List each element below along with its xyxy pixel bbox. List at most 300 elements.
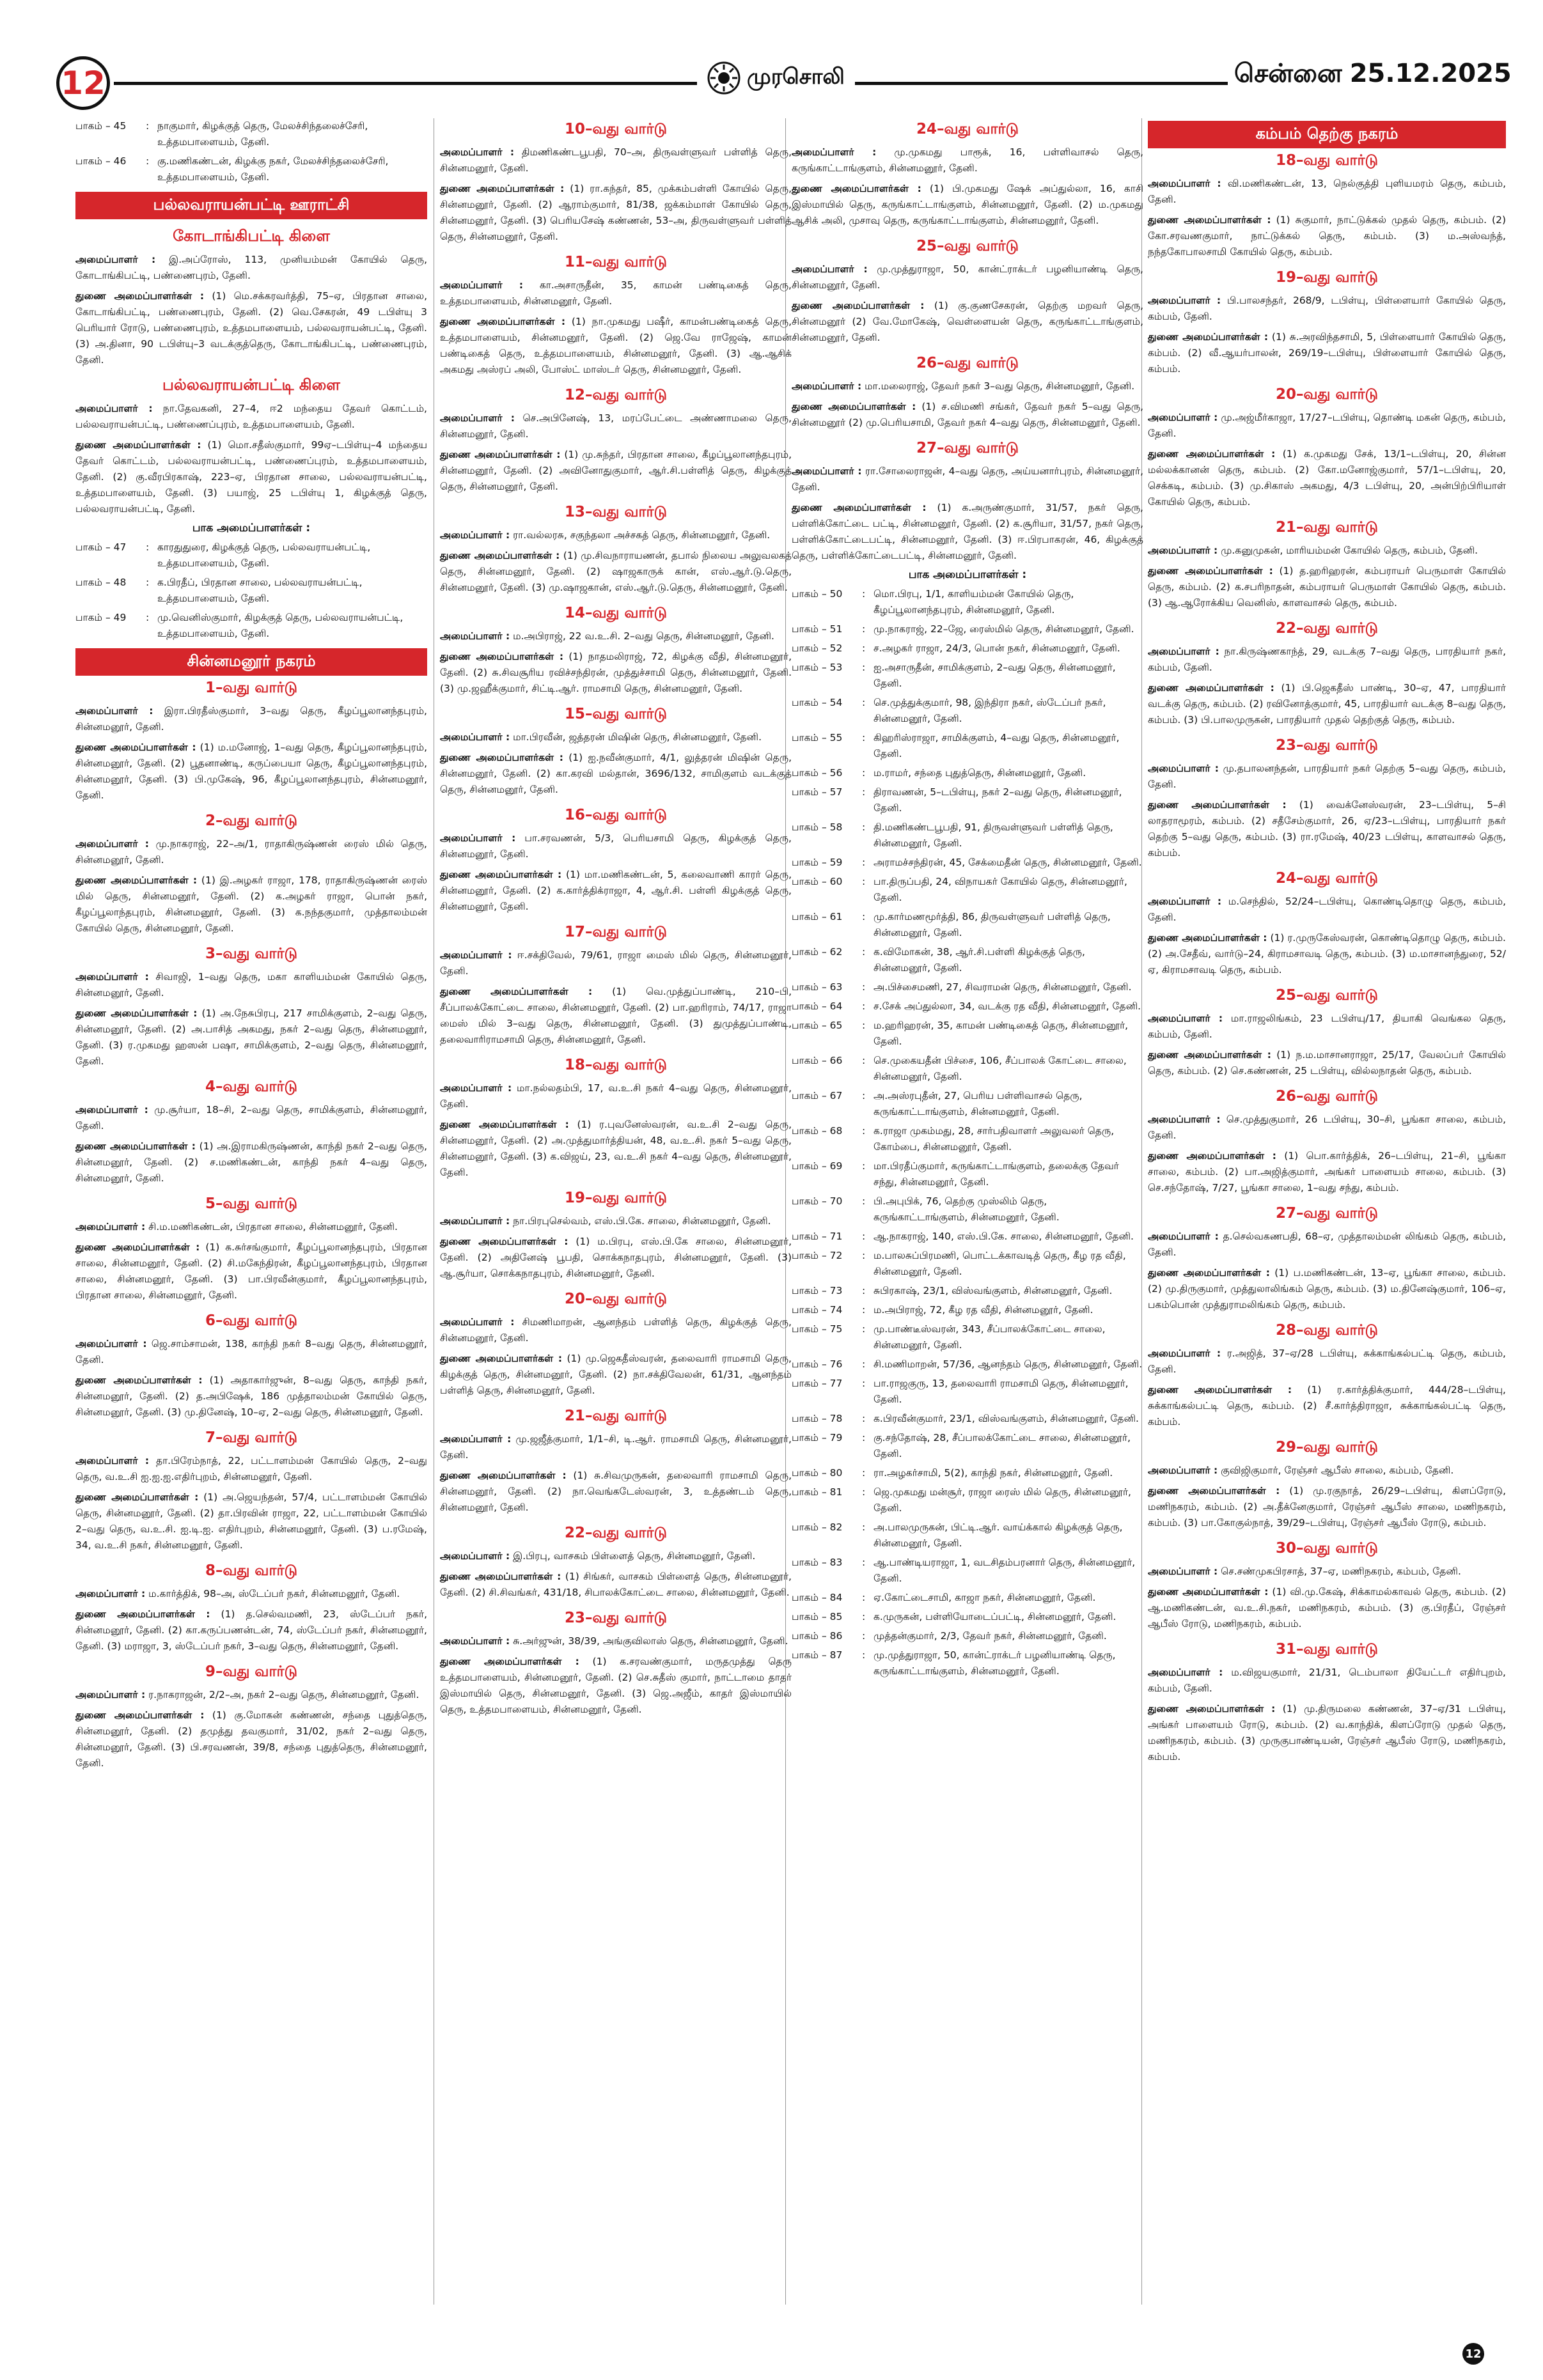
part-organiser: மொ.பிரபு, 1/1, காளியம்மன் கோயில் தெரு, கீழப்பூலானந்தபுரம், சின்னமனூர், தேனி. — [873, 588, 1074, 616]
part-organiser: மு.முத்துராஜா, 50, கான்ட்ராக்டர் பழனியாண்டி தெரு, கருங்காட்டாங்குளம், சின்னமனூர், தேனி. — [873, 1649, 1116, 1677]
part-number: பாகம் – 85 — [792, 1611, 843, 1622]
organiser-text: ம.அபிராஜ், 22 வ.உ.சி. 2–வது தெரு, சின்னமனூர், தேனி. — [513, 630, 774, 642]
deputy-label: துணை அமைப்பாளர்கள் : — [440, 752, 563, 763]
organiser-label: அமைப்பாளர் : — [792, 380, 862, 392]
deputy-entry — [1148, 1265, 1506, 1313]
part-row — [792, 1229, 1143, 1245]
ward-heading: 26–வது வார்டு — [1275, 1088, 1379, 1105]
separator: : — [146, 120, 150, 132]
organiser-entry — [1148, 894, 1506, 926]
part-row — [792, 944, 1143, 976]
deputy-entry — [75, 1373, 427, 1420]
deputy-entry — [1148, 329, 1506, 377]
organiser-entry — [75, 836, 427, 868]
organiser-label: அமைப்பாளர் : — [440, 731, 510, 743]
separator: : — [862, 1160, 866, 1172]
organiser-text: நா.தேவகனி, 27–4, ஈ2 மந்தைய தேவர் கொட்டம், பல்லவராயன்பட்டி, பண்ணைப்புரம், உத்தமபாளையம், தேனி. — [75, 403, 427, 430]
deputy-entry — [75, 1139, 427, 1186]
part-organiser: சுபிரகாஷ், 23/1, விஸ்வங்குளம், சின்னமனூர், தேனி. — [873, 1285, 1113, 1296]
part-list — [792, 586, 1143, 1679]
deputy-text: (1) மு.ரகுநாத், 26/29–டபிள்யு, கிளப்ரோடு, மணிநகரம், கம்பம். (2) அ.தீக்னேகுமார், ரேஞ்சர் ஆபீஸ் சாலை, மணிநகரம், கம்பம். (3) பா.கோகுல்நாத், 39/29–டபிள்யு, ரேஞ்சர் ஆபீஸ் ரோடு, கம்பம். — [1148, 1485, 1506, 1528]
ward-heading: 4–வது வார்டு — [205, 1078, 298, 1095]
part-organiser: க.பிரவீன்குமார், 23/1, விஸ்வங்குளம், சின்னமனூர், தேனி. — [873, 1413, 1139, 1424]
part-row — [792, 820, 1143, 852]
deputy-label: துணை அமைப்பாளர்கள் : — [440, 986, 593, 997]
part-row — [75, 118, 427, 150]
column-1 — [75, 118, 427, 1776]
part-row — [792, 1520, 1143, 1552]
deputy-entry — [75, 1489, 427, 1553]
organiser-entry — [440, 1548, 792, 1564]
organiser-text: இ.பிரபு, வாசகம் பிள்ளைத் தெரு, சின்னமனூர், தேனி. — [513, 1550, 756, 1562]
organiser-label: அமைப்பாளர் : — [75, 1104, 148, 1116]
ward-heading: 6–வது வார்டு — [205, 1312, 298, 1329]
part-row — [75, 610, 427, 642]
part-organisers-heading: பாக அமைப்பாளர்கள் : — [908, 568, 1027, 581]
deputy-text: (1) கு.மோகன் கண்ணன், சந்தை புதுத்தெரு, சின்னமனூர், தேனி. (2) தமுத்து தவகுமார், 31/02, நகர் 2–வது தெரு, சின்னமனூர், தேனி. (3) பி.சரவணன், 39/8, சந்தை புதுத்தெரு, சின்னமனூர், தேனி. — [75, 1709, 427, 1769]
paper-logo — [697, 61, 855, 95]
organiser-entry — [1148, 1463, 1506, 1479]
deputy-text: (1) சு.அரவிந்தசாமி, 5, பிள்ளையார் கோயில் தெரு, கம்பம். (2) வீ.ஆயர்பாலன், 269/19–டபிள்யு, பிள்ளையார் கோயில் தெரு, கம்பம். — [1148, 331, 1507, 375]
organiser-entry — [1148, 761, 1506, 793]
part-row — [792, 1088, 1143, 1120]
deputy-entry — [440, 447, 792, 495]
page-number-badge: 12 — [56, 56, 110, 110]
organiser-entry — [440, 729, 792, 745]
separator: : — [862, 1090, 866, 1101]
deputy-text: (1) சு.சிவமுருகன், தலைவாரி ராமசாமி தெரு, சின்னமனூர், தேனி. (2) நா.வெங்கடேஸ்வரன், 3, உத்தண்டம் தெரு, சின்னமனூர், தேனி. — [440, 1470, 792, 1513]
part-row — [792, 1376, 1143, 1408]
part-number: பாகம் – 56 — [792, 767, 843, 779]
organiser-text: கா.அசாருதீன், 35, காமன் பண்டிகைத் தெரு, உத்தமபாளையம், சின்னமனூர், தேனி. — [440, 279, 792, 307]
organiser-label: அமைப்பாளர் : — [440, 146, 515, 158]
organiser-label: அமைப்பாளர் : — [1148, 178, 1221, 189]
organiser-text: செ.அபினேஷ், 13, மரப்பேட்டை அண்ணாமலை தெரு, சின்னமனூர், தேனி. — [440, 412, 792, 440]
organiser-text: செ.முத்துகுமார், 26 டபிள்யு, 30–சி, பூங்கா சாலை, கம்பம், தேனி. — [1148, 1114, 1506, 1141]
ward-heading: 3–வது வார்டு — [205, 945, 298, 962]
organiser-entry — [440, 947, 792, 979]
separator: : — [862, 642, 866, 654]
ward-heading: 20–வது வார்டு — [1275, 386, 1379, 403]
ward-heading: 17–வது வார்டு — [564, 924, 668, 940]
deputy-label: துணை அமைப்பாளர்கள் : — [792, 300, 925, 311]
organiser-label: அமைப்பாளர் : — [75, 838, 149, 850]
deputy-text: (1) ர.புவனேஸ்வரன், வ.உ.சி 2–வது தெரு, சின்னமனூர், தேனி. (2) அ.முத்துமார்த்தியன், 48, வ.உ.சி. நகர் 5–வது தெரு, சின்னமனூர், தேனி. (3) க.விஜய், 23, வ.உ.சி நகர் 4–வது தெரு, சின்னமனூர், தேனி. — [440, 1119, 792, 1178]
organiser-label: அமைப்பாளர் : — [792, 146, 877, 158]
separator: : — [862, 588, 866, 600]
separator: : — [862, 786, 866, 798]
organiser-text: ஈ.சக்திவேல், 79/61, ராஜா மைஸ் மில் தெரு, சின்னமனூர், தேனி. — [440, 949, 792, 977]
deputy-entry — [1148, 1148, 1506, 1196]
organiser-text: ரா.வல்லரசு, சகுந்தலா அச்சகத் தெரு, சின்னமனூர், தேனி. — [513, 529, 771, 541]
part-number: பாகம் – 84 — [792, 1592, 843, 1603]
ward-heading: 24–வது வார்டு — [1275, 870, 1379, 887]
part-row — [792, 1357, 1143, 1373]
deputy-label: துணை அமைப்பாளர்கள் : — [440, 316, 566, 327]
ward-heading: 31–வது வார்டு — [1275, 1641, 1379, 1658]
organiser-label: அமைப்பாளர் : — [440, 1550, 510, 1562]
part-number: பாகம் – 59 — [792, 857, 843, 868]
organiser-text: வி.மணிகண்டன், 13, நெல்குத்தி புளியமரம் தெரு, கம்பம், தேனி. — [1148, 178, 1507, 205]
part-number: பாகம் – 87 — [792, 1649, 843, 1661]
separator: : — [862, 1250, 866, 1261]
organiser-text: ம.விஜயகுமார், 21/31, டெம்பாலா தியேட்டர் எதிர்புறம், கம்பம், தேனி. — [1148, 1667, 1506, 1694]
ward-heading: 19–வது வார்டு — [1275, 269, 1379, 286]
part-organiser: க.ராஜா முகம்மது, 28, சார்பதிவாளர் அலுவலர் தெரு, கோம்பை, சின்னமனூர், தேனி. — [873, 1125, 1115, 1153]
organiser-entry — [75, 969, 427, 1001]
part-row — [792, 1321, 1143, 1353]
part-organiser: கு.சந்தோஷ், 28, சீப்பாலக்கோட்டை சாலை, சின்னமனூர், தேனி. — [873, 1432, 1131, 1459]
organiser-label: அமைப்பாளர் : — [1148, 763, 1219, 774]
deputy-label: துணை அமைப்பாளர்கள் : — [440, 651, 564, 662]
ward-heading: 18–வது வார்டு — [564, 1057, 668, 1073]
deputy-text: (1) மெ.சக்கரவர்த்தி, 75–ஏ, பிரதான சாலை, கோடாங்கிபட்டி, பண்ணைபுரம், தேனி. (2) வெ.சேகரன், 49 டபிள்யு 3 பெரியார் ரோடு, பண்ணைபுரம், உத்தமபாளையம், பல்லவராயன்பட்டி, தேனி. (3) அ.தினா, 90 டபிள்யு–3 வடக்குத்தெரு, கோடாங்கிபட்டி, பண்ணைபுரம், தேனி. — [75, 290, 427, 366]
separator: : — [862, 1467, 866, 1479]
part-organiser: அ.அஸ்ரபுதீன், 27, பெரிய பள்ளிவாசல் தெரு, கருங்காட்டாங்குளம், சின்னமனூர், தேனி. — [873, 1090, 1083, 1117]
organiser-label: அமைப்பாளர் : — [440, 1635, 510, 1647]
part-organiser: செ.முகையதீன் பிச்சை, 106, சீப்பாலக் கோட்டை சாலை, சின்னமனூர், தேனி. — [873, 1055, 1127, 1082]
organiser-text: மு.முத்துராஜா, 50, கான்ட்ராக்டர் பழனியாண்டி தெரு, சின்னமனூர், தேனி. — [792, 263, 1143, 291]
deputy-entry — [792, 181, 1143, 229]
deputy-text: (1) க.சரவண்குமார், மருதமுத்து தெரு உத்தமபாளையம், சின்னமனூர், தேனி. (2) செ.சுதீஸ் குமார், நாட்டாமை தாதர் இஸ்மாயில் தெரு, சின்னமனூர், தேனி. (3) ஜெ.அஜீம், காதர் இஸ்மாயில் தெரு, உத்தமபாளையம், சின்னமனூர், தேனி. — [440, 1656, 792, 1715]
organiser-label: அமைப்பாளர் : — [440, 1316, 515, 1328]
organiser-entry — [1148, 410, 1506, 442]
part-row — [792, 1647, 1143, 1679]
organiser-entry — [75, 1453, 427, 1485]
part-row — [75, 540, 427, 572]
part-organiser: நாகுமார், கிழக்குத் தெரு, மேலச்சிந்தலைச்சேரி, உத்தமபாளையம், தேனி. — [157, 120, 368, 148]
organiser-entry — [75, 703, 427, 735]
part-organiser: ரா.அழகர்சாமி, 5(2), காந்தி நகர், சின்னமனூர், தேனி. — [873, 1467, 1113, 1479]
organiser-text: குவிஜிகுமார், ரேஞ்சர் ஆபீஸ் சாலை, கம்பம், தேனி. — [1221, 1465, 1454, 1476]
part-number: பாகம் – 69 — [792, 1160, 843, 1172]
part-row — [792, 730, 1143, 762]
ward-heading: 9–வது வார்டு — [205, 1663, 298, 1680]
ward-list — [440, 121, 792, 1718]
column-3 — [792, 118, 1143, 1683]
ward-heading: 23–வது வார்டு — [1275, 737, 1379, 754]
deputy-entry — [440, 314, 792, 378]
organiser-text: மு.நாகராஜ், 22–அ/1, ராதாகிருஷ்ணன் ரைஸ் மில் தெரு, சின்னமனூர், தேனி. — [75, 838, 427, 866]
organiser-label: அமைப்பாளர் : — [440, 279, 524, 291]
organiser-label: அமைப்பாளர் : — [1148, 1465, 1218, 1476]
ward-heading: 21–வது வார்டு — [1275, 519, 1379, 536]
organiser-text: நா.பிரபுசெல்வம், எஸ்.பி.கே. சாலை, சின்னமனூர், தேனி. — [513, 1215, 771, 1227]
organiser-entry — [792, 144, 1143, 176]
deputy-label: துணை அமைப்பாளர்கள் : — [1148, 1384, 1292, 1396]
organiser-label: அமைப்பாளர் : — [440, 949, 512, 961]
ward-heading: 22–வது வார்டு — [564, 1525, 668, 1541]
part-organiser: முத்தன்குமார், 2/3, தேவர் நகர், சின்னமனூர், தேனி. — [873, 1630, 1107, 1642]
deputy-entry — [440, 1468, 792, 1516]
ward-heading: 18–வது வார்டு — [1275, 152, 1379, 169]
deputy-text: (1) ப.மணிகண்டன், 13–ஏ, பூங்கா சாலை, கம்பம். (2) மு.திருகுமார், முத்துலாலிங்கம் தெரு, கம்பம். (3) ம.தினேஷ்குமார், 106–ஏ, பகம்பொன் முத்துராமலிங்கம் தெரு, கம்பம். — [1148, 1267, 1506, 1311]
ward-heading: 15–வது வார்டு — [564, 706, 668, 722]
part-organiser: மு.கார்மணமூர்த்தி, 86, திருவள்ளுவர் பள்ளித் தெரு, சின்னமனூர், தேனி. — [873, 911, 1111, 938]
deputy-entry — [440, 984, 792, 1048]
part-number: பாகம் – 57 — [792, 786, 843, 798]
part-number: பாகம் – 70 — [792, 1195, 843, 1207]
part-organiser: கிஹரிஸ்ராஜா, சாமிக்குளம், 4–வது தெரு, சின்னமனூர், தேனி. — [873, 732, 1120, 759]
deputy-text: (1) க.முகமது சேக், 13/1–டபிள்யு, 20, சின்ன மல்லக்கானன் தெரு, கம்பம். (2) கோ.மனோஜ்குமார், 57/1–டபிள்யு, 20, செக்கடி, கம்பம். (3) மு.சிகாஸ் அகமது, 4/3 டபிள்யு, 20, அன்பிற்பிரியாள் கோயில் தெரு, கம்பம். — [1148, 448, 1506, 508]
department-heading: கம்பம் தெற்கு நகரம் — [1148, 121, 1506, 148]
part-number: பாகம் – 45 — [75, 120, 127, 132]
separator: : — [862, 821, 866, 833]
organiser-entry — [75, 1687, 427, 1703]
organiser-entry — [1148, 1112, 1506, 1144]
edition-info — [1228, 59, 1518, 91]
deputy-text: (1) நா.முகமது பஷீர், காமன்பண்டிகைத் தெரு, உத்தமபாளையம், சின்னமனூர், தேனி. (2) ஜெ.வே ராஜேஷ், காமன் பண்டிகைத் தெரு, உத்தமபாளையம், சின்னமனூர், தேனி. (3) ஆ.ஆசிக் அகமது அஸ்ரப் அலி, போஸ்ட் மாஸ்டர் தெரு, சின்னமனூர், தேனி. — [440, 316, 792, 375]
part-row — [792, 621, 1143, 637]
deputy-label: துணை அமைப்பாளர்கள் : — [1148, 1485, 1280, 1497]
paper-name: முரசொலி — [747, 64, 845, 89]
part-row — [792, 1194, 1143, 1225]
organiser-label: அமைப்பாளர் : — [1148, 295, 1221, 306]
deputy-text: (1) ஐ.நவீன்குமார், 4/1, லுத்தரன் மிஷின் தெரு, சின்னமனூர், தேனி. (2) கா.கரவி மல்தான், 3696/132, சாமிகுளம் வடக்குத் தெரு, சின்னமனூர், தேனி. — [440, 752, 792, 795]
organiser-text: மா.மலைராஜ், தேவர் நகர் 3–வது தெரு, சின்னமனூர், தேனி. — [865, 380, 1135, 392]
separator: : — [862, 1432, 866, 1443]
organiser-label: அமைப்பாளர் : — [1148, 545, 1218, 556]
organiser-text: மா.பிரவீன், ஜத்தரன் மிஷின் தெரு, சின்னமனூர், தேனி. — [513, 731, 762, 743]
organiser-text: ரா.சோலைராஜன், 4–வது தெரு, அய்யனார்புரம், சின்னமனூர், தேனி. — [792, 465, 1143, 493]
part-number: பாகம் – 68 — [792, 1125, 843, 1137]
deputy-text: (1) அ.நேசுபிரபு, 217 சாமிக்குளம், 2–வது தெரு, சின்னமனூர், தேனி. (2) அ.பாசித் அகமது, நகர் 2–வது தெரு, சின்னமனூர், தேனி. (3) ர.முகமது ஹஸன் பஷா, சாமிக்குளம், 2–வது தெரு, சின்னமனூர், தேனி. — [75, 1007, 427, 1067]
organiser-label: அமைப்பாளர் : — [1148, 1114, 1221, 1125]
part-organiser: ம.பாலசுப்பிரமணி, பொட்டக்காவடித் தெரு, கீழ ரத வீதி, சின்னமனூர், தேனி. — [873, 1250, 1126, 1277]
deputy-text: (1) க.அருண்குமார், 31/57, நகர் தெரு, பள்ளிக்கோட்டை பட்டி, சின்னமனூர், தேனி. (2) க.சூரியா, 31/57, நகர் தெரு, பள்ளிக்கோட்டைபட்டி, சின்னமனூர், தேனி. (3) ஈ.பிரபாகரன், 46, கிழக்குத் தெரு, பள்ளிக்கோட்டைபட்டி, சின்னமனூர், தேனி. — [792, 502, 1143, 561]
deputy-label: துணை அமைப்பாளர்கள் : — [75, 1491, 199, 1503]
organiser-entry — [792, 261, 1143, 293]
deputy-text: (1) ர.கார்த்திக்குமார், 444/28–டபிள்யு, சுக்காங்கல்பட்டி தெரு, கம்பம். (2) சீ.கார்த்திராஜா, சுக்காங்கல்பட்டி தெரு, கம்பம். — [1148, 1384, 1506, 1427]
deputy-entry — [1148, 797, 1506, 861]
deputy-entry — [1148, 1047, 1506, 1079]
deputy-label: துணை அமைப்பாளர்கள் : — [1148, 214, 1271, 226]
part-number: பாகம் – 64 — [792, 1000, 843, 1012]
organiser-text: திமணிகண்டபூபதி, 70–அ, திருவள்ளுவர் பள்ளித் தெரு, சின்னமனூர், தேனி. — [440, 146, 792, 174]
organiser-entry — [440, 830, 792, 862]
deputy-entry — [75, 1707, 427, 1771]
part-row — [75, 575, 427, 607]
part-number: பாகம் – 63 — [792, 981, 843, 993]
deputy-label: துணை அமைப்பாளர்கள் : — [440, 1119, 569, 1130]
organiser-label: அமைப்பாளர் : — [1148, 646, 1219, 657]
deputy-label: துணை அமைப்பாளர்கள் : — [75, 290, 205, 302]
organiser-text: செ.சண்முகபிரசாத், 37–ஏ, மணிநகரம், கம்பம், தேனி. — [1221, 1566, 1461, 1577]
deputy-label: துணை அமைப்பாளர்கள் : — [1148, 331, 1269, 343]
deputy-label: துணை அமைப்பாளர்கள் : — [440, 1656, 579, 1667]
part-number: பாகம் – 72 — [792, 1250, 843, 1261]
organiser-label: அமைப்பாளர் : — [1148, 1348, 1221, 1359]
separator: : — [146, 541, 150, 553]
ward-heading: 13–வது வார்டு — [564, 504, 668, 520]
deputy-text: (1) ர.முருகேஸ்வரன், கொண்டிதொழு தெரு, கம்பம். (2) அ.சேதீவ், வார்டு–24, கிராமசாவடி தெரு, கம்பம். (3) ம.மாசானந்துரை, 52/ஏ, கிராமசாவடி தெரு, கம்பம். — [1148, 932, 1506, 976]
deputy-label: துணை அமைப்பாளர்கள் : — [440, 1470, 567, 1481]
deputy-label: துணை அமைப்பாளர்கள் : — [792, 183, 921, 194]
part-organiser: ஜெ.முகமது மன்சூர், ராஜா ரைஸ் மில் தெரு, சின்னமனூர், தேனி. — [873, 1486, 1131, 1514]
organiser-text: ர.நாகராஜன், 2/2–அ, நகர் 2–வது தெரு, சின்னமனூர், தேனி. — [148, 1689, 419, 1700]
part-number: பாகம் – 78 — [792, 1413, 843, 1424]
deputy-entry — [75, 1006, 427, 1069]
deputy-label: துணை அமைப்பாளர்கள் : — [75, 1374, 203, 1386]
deputy-entry — [75, 740, 427, 804]
deputy-text: (1) மு.ஜெகதீஸ்வரன், தலைவாரி ராமசாமி தெரு, கிழக்குத் தெரு, சின்னமனூர், தேனி. (2) நா.சக்திவேலன், 61/31, ஆனந்தம் பள்ளித் தெரு, சின்னமனூர், தேனி. — [440, 1353, 792, 1396]
deputy-entry — [1148, 1483, 1506, 1531]
part-number: பாகம் – 71 — [792, 1231, 843, 1242]
deputy-label: துணை அமைப்பாளர்கள் : — [440, 183, 565, 194]
part-number: பாகம் – 48 — [75, 577, 127, 588]
organiser-label: அமைப்பாளர் : — [440, 1433, 512, 1445]
part-number: பாகம் – 75 — [792, 1323, 843, 1335]
organiser-text: நா.கிருஷ்ணகாந்த், 29, வடக்கு 7–வது தெரு, பாரதியார் நகர், கம்பம், தேனி. — [1148, 646, 1506, 673]
organiser-entry — [1148, 1564, 1506, 1580]
part-number: பாகம் – 76 — [792, 1358, 843, 1370]
part-row — [792, 979, 1143, 995]
separator: : — [862, 946, 866, 958]
ward-heading: 20–வது வார்டு — [564, 1291, 668, 1307]
organiser-entry — [1148, 644, 1506, 676]
part-row — [792, 1302, 1143, 1318]
deputy-label: துணை அமைப்பாளர்கள் : — [75, 1007, 198, 1019]
organiser-text: பி.பாலசந்தர், 268/9, டபிள்யு, பிள்ளையார் கோயில் தெரு, கம்பம், தேனி. — [1148, 295, 1506, 322]
deputy-entry — [440, 750, 792, 798]
part-organiser: பி.அபுபிக், 76, தெற்கு முஸ்லிம் தெரு, கருங்காட்டாங்குளம், சின்னமனூர், தேனி. — [873, 1195, 1060, 1223]
separator: : — [146, 612, 150, 623]
deputy-label: துணை அமைப்பாளர்கள் : — [440, 550, 560, 561]
organiser-text: ஜெ.சாம்சாமன், 138, காந்தி நகர் 8–வது தெரு, சின்னமனூர், தேனி. — [75, 1338, 427, 1365]
separator: : — [862, 1611, 866, 1622]
ward-heading: 27–வது வார்டு — [1275, 1205, 1379, 1222]
part-row — [792, 909, 1143, 941]
deputy-entry — [440, 1569, 792, 1601]
separator: : — [862, 1304, 866, 1316]
deputy-text: (1) பொ.கார்த்திக், 26–டபிள்யு, 21–சி, பூங்கா சாலை, கம்பம். (2) பா.அஜித்குமார், அங்கர் பாளையம் சாலை, கம்பம். (3) செ.சந்தோஷ், 7/27, பூங்கா சாலை, 1–வது சந்து, கம்பம். — [1148, 1150, 1506, 1194]
part-number: பாகம் – 66 — [792, 1055, 843, 1066]
part-organiser: ஆ.நாகராஜ், 140, எஸ்.பி.கே. சாலை, சின்னமனூர், தேனி. — [873, 1231, 1134, 1242]
ward-heading: 19–வது வார்டு — [564, 1190, 668, 1206]
separator: : — [862, 1231, 866, 1242]
organiser-entry — [792, 463, 1143, 495]
separator: : — [862, 857, 866, 868]
part-organiser: க.பிரதீப், பிரதான சாலை, பல்லவராயன்பட்டி, உத்தமபாளையம், தேனி. — [157, 577, 363, 604]
organiser-label: அமைப்பாளர் : — [1148, 1667, 1223, 1678]
separator: : — [862, 1285, 866, 1296]
deputy-label: துணை அமைப்பாளர்கள் : — [440, 869, 562, 880]
organiser-entry — [75, 1219, 427, 1235]
deputy-label: துணை அமைப்பாளர்கள் : — [440, 449, 561, 460]
ward-heading: 28–வது வார்டு — [1275, 1322, 1379, 1339]
part-number: பாகம் – 80 — [792, 1467, 843, 1479]
separator: : — [862, 876, 866, 887]
part-row — [792, 1484, 1143, 1516]
ward-heading: 22–வது வார்டு — [1275, 620, 1379, 637]
deputy-label: துணை அமைப்பாளர்கள் : — [1148, 799, 1287, 811]
deputy-text: (1) சுகுமார், நாட்டுக்கல் முதல் தெரு, கம்பம். (2) கோ.சரவணகுமார், நாட்டுக்கல் தெரு, கம்பம். (3) ம.அஸ்வந்த், நந்தகோபாலசாமி கோயில் தெரு, கம்பம். — [1148, 214, 1506, 258]
part-number: பாகம் – 55 — [792, 732, 843, 743]
deputy-text: (1) மு.சுந்தர், பிரதான சாலை, கீழப்பூலானந்தபுரம், சின்னமனூர், தேனி. (2) அவினோதுகுமார், ஆர்.சி.பள்ளித் தெரு, கிழக்குத் தெரு, சின்னமனூர், தேனி. — [440, 449, 792, 492]
organiser-text: தா.பிரேம்நாத், 22, பட்டாளம்மன் கோயில் தெரு, 2–வது தெரு, வ.உ.சி ஐ.ஐ.ஐ.எதிர்புறம், சின்னமனூர், தேனி. — [75, 1455, 427, 1482]
ward-heading: 23–வது வார்டு — [564, 1610, 668, 1626]
part-organiser: கு.மணிகண்டன், கிழக்கு நகர், மேலச்சிந்தலைச்சேரி, உத்தமபாளையம், தேனி. — [157, 155, 389, 183]
deputy-entry — [1148, 1584, 1506, 1632]
separator: : — [862, 1020, 866, 1031]
separator: : — [862, 1125, 866, 1137]
separator: : — [146, 155, 150, 167]
organiser-label: அமைப்பாளர் : — [75, 403, 153, 414]
deputy-entry — [75, 1606, 427, 1654]
ward-heading: 14–வது வார்டு — [564, 605, 668, 621]
branch-heading: பல்லவராயன்பட்டி கிளை — [162, 376, 340, 394]
part-number: பாகம் – 73 — [792, 1285, 843, 1296]
ward-heading: 11–வது வார்டு — [564, 254, 668, 270]
organiser-text: இரா.பிரதீஸ்குமார், 3–வது தெரு, கீழப்பூலானந்தபுரம், சின்னமனூர், தேனி. — [75, 705, 427, 733]
ward-heading: 1–வது வார்டு — [205, 680, 298, 696]
part-row — [792, 855, 1143, 871]
part-number: பாகம் – 60 — [792, 876, 843, 887]
organiser-label: அமைப்பாளர் : — [440, 412, 515, 424]
deputy-label: துணை அமைப்பாளர்கள் : — [1148, 932, 1267, 944]
part-number: பாகம் – 65 — [792, 1020, 843, 1031]
ward-heading: 25–வது வார்டு — [1275, 987, 1379, 1004]
organiser-entry — [440, 1080, 792, 1112]
organiser-text: ம.செந்தில், 52/24–டபிள்யு, கொண்டிதொழு தெரு, கம்பம், தேனி. — [1148, 896, 1506, 923]
ward-heading: 2–வது வார்டு — [205, 813, 298, 829]
ward-list — [1148, 152, 1506, 1765]
separator: : — [862, 697, 866, 708]
part-organiser: காரதுதுரை, கிழக்குத் தெரு, பல்லவராயன்பட்டி, உத்தமபாளையம், தேனி. — [157, 541, 371, 569]
ward-heading: 7–வது வார்டு — [205, 1429, 298, 1446]
part-row — [75, 153, 427, 185]
ward-heading: 27–வது வார்டு — [916, 440, 1019, 456]
ward-list — [75, 680, 427, 1771]
separator: : — [862, 981, 866, 993]
organiser-label: அமைப்பாளர் : — [75, 254, 156, 265]
part-row — [792, 1628, 1143, 1644]
deputy-text: (1) கு.குணசேகரன், தெற்கு மறவர் தெரு, சின்னமனூர் (2) வே.மோகேஷ், வெள்ளையன் தெரு, கருங்காட்டாங்குளம், சின்னமனூர், தேனி. — [792, 300, 1143, 343]
part-row — [792, 765, 1143, 781]
column-2 — [440, 118, 792, 1722]
organiser-entry — [440, 527, 792, 543]
deputy-text: (1) சிங்கர், வாசகம் பிள்ளைத் தெரு, சின்னமனூர், தேனி. (2) சி.சிவங்கர், 431/18, சிபாலக்கோட்டை சாலை, சின்னமனூர், தேனி. — [440, 1571, 792, 1598]
part-organiser: அராமச்சந்திரன், 45, சேக்மைதீன் தெரு, சின்னமனூர், தேனி. — [873, 857, 1142, 868]
part-number: பாகம் – 79 — [792, 1432, 843, 1443]
part-organiser: திராவணன், 5–டபிள்யு, நகர் 2–வது தெரு, சின்னமனூர், தேனி. — [873, 786, 1122, 814]
part-organiser: ச.அழகர் ராஜா, 24/3, பொன் நகர், சின்னமனூர், தேனி. — [873, 642, 1120, 654]
deputy-label: துணை அமைப்பாளர்கள் : — [440, 1353, 563, 1364]
deputy-text: (1) பி.ஜெகதீஸ் பாண்டி, 30–ஏ, 47, பாரதியார் வடக்கு தெரு, கம்பம். (2) ரவினோத்குமார், 45, பாரதியார் வடக்கு 8–வது தெரு, கம்பம். (3) பி.பாலமுருகன், பாரதியார் முதல் தெற்குத் தெரு, கம்பம். — [1148, 682, 1507, 726]
organiser-text: மு.அஜ்மீர்காஜா, 17/27–டபிள்யு, தொண்டி மகன் தெரு, கம்பம், தேனி. — [1148, 412, 1506, 439]
organiser-entry — [1148, 1665, 1506, 1697]
organiser-label: அமைப்பாளர் : — [75, 971, 149, 983]
separator: : — [862, 1055, 866, 1066]
deputy-label: துணை அமைப்பாளர்கள் : — [1148, 1586, 1269, 1598]
organiser-text: மு.சூர்யா, 18–சி, 2–வது தெரு, சாமிக்குளம், சின்னமனூர், தேனி. — [75, 1104, 427, 1132]
separator: : — [862, 662, 866, 673]
organiser-entry — [1148, 1229, 1506, 1261]
deputy-entry — [1148, 212, 1506, 260]
part-number: பாகம் – 50 — [792, 588, 843, 600]
part-organiser: பா.திருப்பதி, 24, விநாயகர் கோயில் தெரு, சின்னமனூர், தேனி. — [873, 876, 1127, 903]
deputy-text: (1) வெ.முத்துப்பாண்டி, 210–பி, சீப்பாலக்கோட்டை சாலை, சின்னமனூர், தேனி. (2) பா.ஹரிராம், 74/17, ராஜா மைஸ் மில் 3–வது தெரு, சின்னமனூர், தேனி. (3) துமுத்துப்பாண்டி, தலைவாரிராமசாமி தெரு, சின்னமனூர், தேனி. — [440, 986, 792, 1045]
deputy-text: (1) ரா.கந்தர், 85, முக்கம்பள்ளி கோயில் தெரு, சின்னமனூர், தேனி. (2) ஆராம்குமார், 81/38, ஜக்கம்மாள் கோயில் தெரு, சின்னமனூர், தேனி. (3) பெரியசேஷ் கண்ணன், 53–அ, திருவள்ளுவர் பள்ளித் தெரு, சின்னமனூர், தேனி. — [440, 183, 792, 242]
ward-heading: 29–வது வார்டு — [1275, 1439, 1379, 1456]
separator: : — [862, 1413, 866, 1424]
part-organiser: ம.ஹரிஹரன், 35, காமன் பண்டிகைத் தெரு, சின்னமனூர், தேனி. — [873, 1020, 1129, 1047]
organiser-text: மு.ஜஜீத்குமார், 1/1–சி, டி.ஆர். ராமசாமி தெரு, சின்னமனூர், தேனி. — [440, 1433, 792, 1461]
part-organisers-heading: பாக அமைப்பாளர்கள் : — [192, 522, 311, 534]
part-organiser: மு.நாகராஜ், 22–ஜே, ரைஸ்மில் தெரு, சின்னமனூர், தேனி. — [873, 623, 1134, 635]
deputy-entry — [440, 1234, 792, 1282]
deputy-label: துணை அமைப்பாளர்கள் : — [75, 875, 198, 886]
